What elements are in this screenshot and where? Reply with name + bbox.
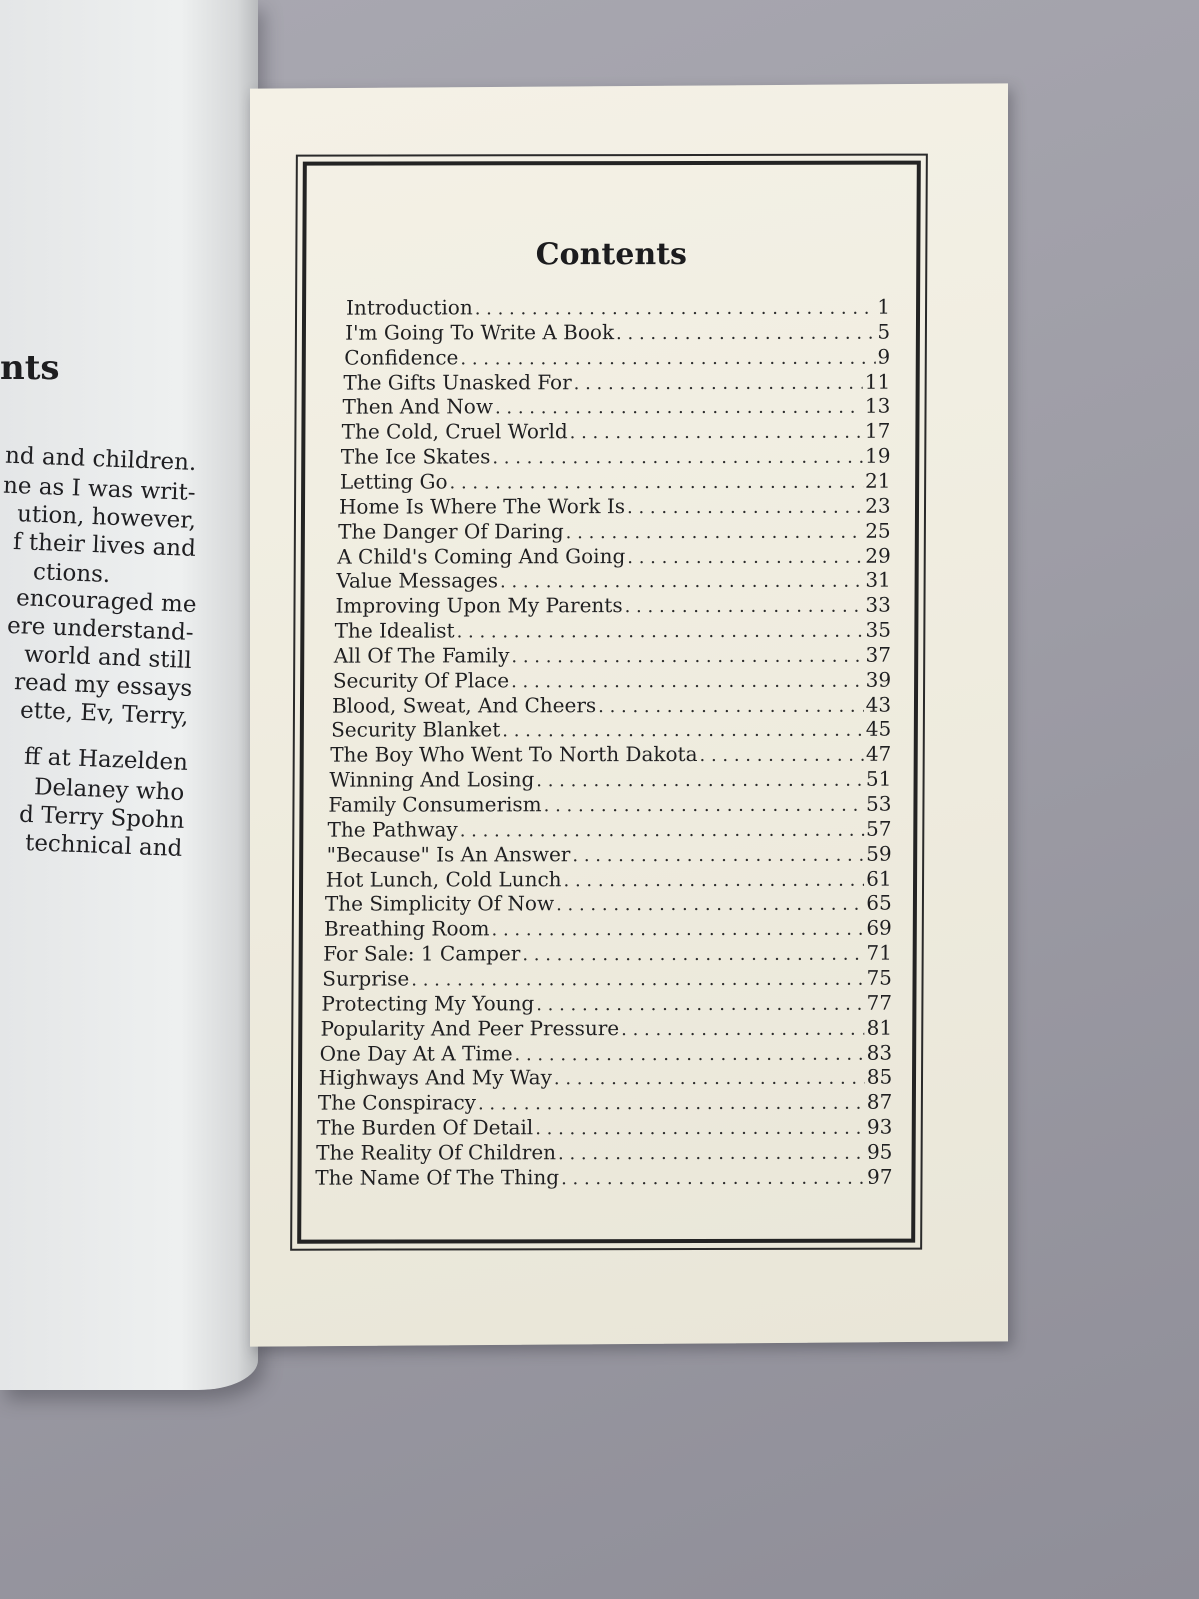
toc-entry bbox=[335, 618, 891, 643]
toc-entry-title: Highways And My Way bbox=[318, 1065, 553, 1090]
left-page-line: d Terry Spohn bbox=[18, 801, 185, 834]
toc-entry-title: "Because" Is An Answer bbox=[326, 841, 571, 867]
left-page-line: read my essays bbox=[13, 669, 193, 702]
toc-leader-dots bbox=[556, 894, 864, 916]
toc-leader-dots bbox=[616, 323, 875, 344]
toc-leader-dots bbox=[411, 969, 864, 991]
toc-entry-title: The Simplicity Of Now bbox=[324, 891, 555, 917]
toc-entry-title: Breathing Room bbox=[324, 916, 490, 941]
toc-entry-title: The Boy Who Went To North Dakota bbox=[330, 742, 698, 767]
left-page-line: nd and children. bbox=[4, 442, 197, 476]
toc-entry bbox=[328, 792, 891, 817]
toc-entry bbox=[331, 717, 891, 742]
toc-entry-title: The Burden Of Detail bbox=[316, 1115, 534, 1140]
toc-entry bbox=[333, 667, 891, 692]
toc-entry bbox=[327, 841, 892, 866]
toc-entry bbox=[320, 1015, 892, 1040]
toc-entry bbox=[332, 692, 891, 717]
toc-entry-page: 59 bbox=[866, 841, 892, 866]
toc-entry-page: 31 bbox=[865, 567, 891, 593]
toc-leader-dots bbox=[621, 1018, 865, 1039]
toc-entry-page: 93 bbox=[866, 1114, 893, 1139]
left-page-line: Delaney who bbox=[33, 774, 185, 806]
left-page-line: f their lives and bbox=[12, 528, 197, 562]
toc-entry bbox=[330, 742, 891, 767]
toc-entry-title: Family Consumerism bbox=[328, 792, 542, 817]
toc-entry bbox=[336, 568, 891, 593]
toc-entry-page: 17 bbox=[864, 418, 891, 443]
toc-entry-page: 37 bbox=[865, 642, 892, 667]
toc-entry bbox=[325, 891, 892, 916]
page-border-outer bbox=[290, 154, 928, 1251]
toc-entry bbox=[328, 816, 892, 841]
left-page-line: ere understand- bbox=[7, 612, 195, 646]
toc-entry bbox=[321, 990, 892, 1015]
toc-entry-title: Security Of Place bbox=[332, 668, 510, 693]
toc-entry bbox=[320, 1040, 893, 1065]
toc-entry-page: 61 bbox=[866, 866, 892, 891]
toc-leader-dots bbox=[491, 919, 864, 941]
left-book-page bbox=[0, 0, 258, 1390]
toc-leader-dots bbox=[500, 571, 863, 593]
toc-entry-page: 13 bbox=[864, 394, 891, 419]
toc-entry-title: A Child's Coming And Going bbox=[337, 543, 626, 569]
toc-entry-page: 21 bbox=[865, 468, 891, 493]
toc-entry-title: Hot Lunch, Cold Lunch bbox=[325, 866, 562, 892]
toc-entry-page: 51 bbox=[865, 766, 892, 791]
toc-entry-title: Introduction bbox=[346, 295, 473, 320]
toc-entry-page: 57 bbox=[866, 816, 892, 841]
toc-entry-title: The Reality Of Children bbox=[316, 1140, 557, 1165]
toc-entry-title: Winning And Losing bbox=[329, 767, 535, 792]
toc-entry-page: 97 bbox=[866, 1164, 893, 1189]
toc-leader-dots bbox=[457, 621, 864, 643]
toc-entry bbox=[316, 1140, 892, 1165]
left-page-line: ution, however, bbox=[16, 501, 197, 534]
toc-leader-dots bbox=[502, 720, 864, 742]
toc-entry bbox=[335, 593, 891, 618]
toc-entry-title: Security Blanket bbox=[331, 717, 501, 743]
toc-leader-dots bbox=[627, 546, 863, 567]
toc-leader-dots bbox=[558, 1143, 865, 1165]
toc-entry bbox=[343, 369, 890, 394]
left-page-line: ette, Ev, Terry, bbox=[19, 697, 189, 730]
toc-leader-dots bbox=[572, 844, 864, 866]
toc-entry-page: 71 bbox=[866, 940, 892, 965]
toc-entry bbox=[342, 419, 891, 444]
toc-entry-title: I'm Going To Write A Book bbox=[345, 319, 615, 345]
toc-entry-page: 43 bbox=[865, 692, 892, 717]
toc-leader-dots bbox=[570, 422, 863, 444]
toc-entry-title: Blood, Sweat, And Cheers bbox=[331, 692, 597, 718]
toc-leader-dots bbox=[450, 472, 864, 494]
toc-leader-dots bbox=[574, 372, 863, 394]
toc-leader-dots bbox=[699, 745, 863, 766]
toc-leader-dots bbox=[536, 770, 864, 792]
left-page-line: ctions. bbox=[32, 559, 111, 588]
toc-entry-title: Letting Go bbox=[339, 469, 448, 494]
contents-page bbox=[250, 83, 1008, 1346]
toc-entry-page: 53 bbox=[865, 791, 892, 816]
toc-entry-title: The Gifts Unasked For bbox=[343, 369, 572, 395]
toc-leader-dots bbox=[511, 670, 864, 692]
left-page-heading: nts bbox=[0, 348, 60, 388]
toc-entry-title: Surprise bbox=[322, 966, 410, 991]
toc-entry bbox=[334, 643, 891, 668]
toc-entry-title: The Ice Skates bbox=[340, 444, 491, 469]
toc-entry bbox=[346, 295, 890, 320]
table-of-contents bbox=[315, 294, 893, 1190]
toc-entry bbox=[339, 493, 891, 518]
toc-entry bbox=[317, 1115, 892, 1140]
toc-leader-dots bbox=[492, 447, 863, 469]
toc-entry-page: 81 bbox=[866, 1015, 893, 1040]
toc-entry-page: 39 bbox=[865, 667, 892, 692]
toc-entry-title: The Conspiracy bbox=[317, 1090, 477, 1115]
toc-entry-title: Confidence bbox=[344, 345, 459, 370]
contents-title: Contents bbox=[535, 236, 688, 273]
toc-leader-dots bbox=[460, 820, 864, 842]
toc-leader-dots bbox=[564, 869, 865, 891]
toc-entry bbox=[326, 866, 892, 891]
toc-entry-title: The Cold, Cruel World bbox=[341, 419, 568, 444]
toc-entry-page: 1 bbox=[877, 294, 891, 319]
left-page-line: world and still bbox=[24, 641, 193, 674]
toc-entry-page: 47 bbox=[865, 741, 892, 766]
toc-entry-page: 9 bbox=[877, 344, 891, 369]
toc-leader-dots bbox=[627, 496, 863, 517]
toc-entry-page: 19 bbox=[864, 443, 891, 468]
toc-entry-page: 87 bbox=[866, 1089, 893, 1114]
toc-entry bbox=[318, 1090, 893, 1115]
toc-entry-title: One Day At A Time bbox=[319, 1040, 513, 1066]
toc-entry bbox=[315, 1164, 892, 1189]
toc-entry-page: 69 bbox=[866, 915, 892, 940]
toc-entry bbox=[319, 1065, 893, 1090]
toc-entry-title: Value Messages bbox=[336, 568, 499, 593]
toc-entry bbox=[342, 394, 890, 419]
toc-entry-page: 83 bbox=[866, 1040, 893, 1065]
left-page-line: ne as I was writ- bbox=[3, 472, 197, 506]
left-page-line: encouraged me bbox=[15, 585, 197, 618]
toc-entry bbox=[338, 518, 891, 543]
toc-entry-page: 75 bbox=[866, 965, 893, 990]
toc-entry-page: 85 bbox=[866, 1064, 893, 1090]
toc-leader-dots bbox=[511, 646, 863, 668]
toc-entry-title: For Sale: 1 Camper bbox=[323, 941, 521, 966]
toc-entry bbox=[345, 319, 890, 344]
toc-entry-page: 33 bbox=[865, 592, 891, 617]
toc-leader-dots bbox=[544, 795, 864, 817]
toc-entry bbox=[329, 767, 891, 792]
toc-entry-page: 25 bbox=[865, 518, 891, 543]
toc-leader-dots bbox=[475, 298, 876, 320]
toc-entry bbox=[341, 444, 891, 469]
toc-leader-dots bbox=[536, 993, 864, 1015]
toc-leader-dots bbox=[598, 695, 864, 716]
toc-entry-title: The Danger Of Daring bbox=[338, 518, 564, 544]
toc-leader-dots bbox=[495, 397, 863, 419]
page-border-inner bbox=[297, 161, 921, 1244]
left-page-line: ff at Hazelden bbox=[23, 743, 189, 776]
toc-entry bbox=[337, 543, 891, 568]
toc-leader-dots bbox=[554, 1068, 865, 1090]
toc-leader-dots bbox=[522, 944, 864, 966]
toc-leader-dots bbox=[515, 1043, 865, 1065]
toc-entry bbox=[322, 966, 892, 991]
toc-entry-page: 35 bbox=[865, 617, 892, 642]
toc-leader-dots bbox=[478, 1093, 865, 1115]
toc-entry-page: 29 bbox=[865, 543, 891, 568]
toc-leader-dots bbox=[535, 1118, 865, 1140]
toc-entry-title: The Name Of The Thing bbox=[315, 1164, 560, 1190]
toc-entry bbox=[324, 916, 892, 941]
toc-entry-title: The Idealist bbox=[334, 618, 455, 643]
toc-entry-page: 5 bbox=[877, 319, 891, 344]
toc-entry-page: 45 bbox=[865, 717, 892, 742]
toc-entry-page: 65 bbox=[866, 891, 892, 916]
toc-leader-dots bbox=[566, 521, 864, 543]
toc-entry-page: 95 bbox=[866, 1139, 893, 1164]
toc-leader-dots bbox=[561, 1167, 865, 1189]
toc-entry-title: The Pathway bbox=[327, 817, 458, 842]
toc-entry bbox=[344, 344, 890, 369]
toc-entry-title: Protecting My Young bbox=[321, 991, 535, 1016]
toc-leader-dots bbox=[625, 596, 864, 617]
toc-entry-title: Then And Now bbox=[342, 394, 494, 419]
toc-entry-title: Improving Upon My Parents bbox=[335, 593, 623, 618]
toc-entry bbox=[323, 941, 892, 966]
toc-entry-page: 77 bbox=[866, 990, 893, 1015]
toc-entry-page: 11 bbox=[864, 369, 891, 394]
toc-entry-title: Popularity And Peer Pressure bbox=[320, 1015, 620, 1041]
left-page-line: technical and bbox=[24, 829, 183, 862]
toc-entry-page: 23 bbox=[865, 493, 891, 518]
toc-leader-dots bbox=[460, 347, 875, 369]
toc-entry-title: All Of The Family bbox=[333, 643, 510, 668]
toc-entry bbox=[340, 469, 891, 494]
toc-entry-title: Home Is Where The Work Is bbox=[338, 493, 626, 519]
